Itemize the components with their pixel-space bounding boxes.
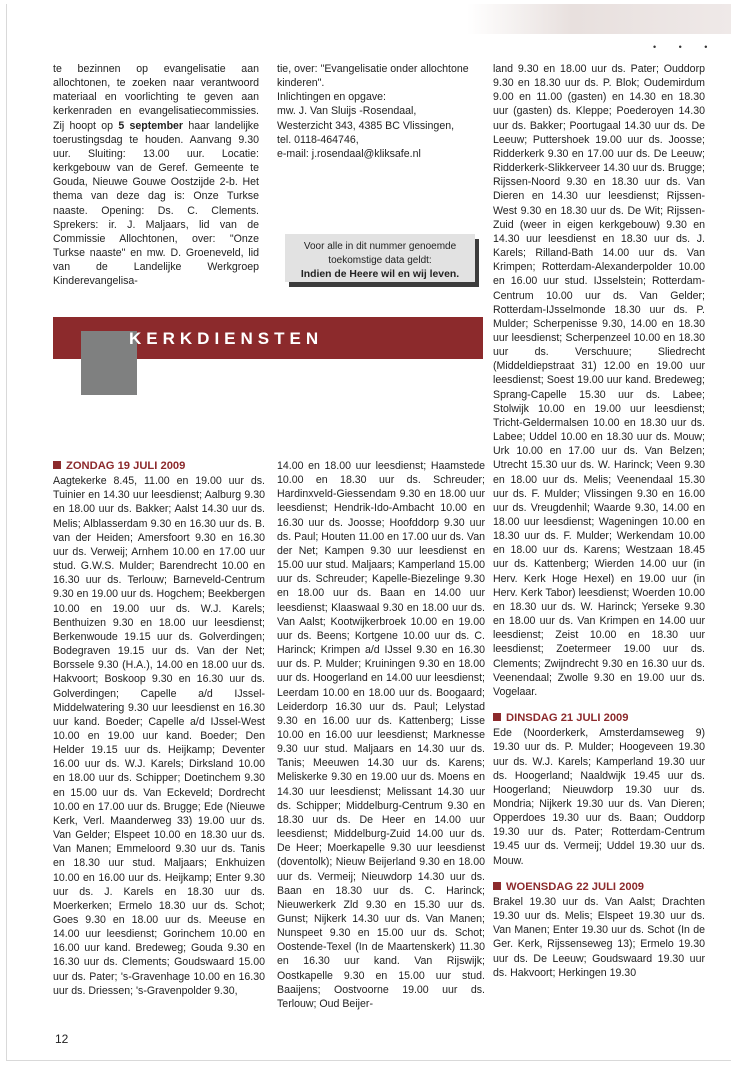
top-decoration: [467, 4, 731, 34]
section-banner: [53, 317, 483, 359]
services-text: Aagtekerke 8.45, 11.00 en 19.00 uur ds. Tuinier en 14.30 uur leesdienst; Aalburg 9.30 en 18.00 uur ds. Bakker; Aalst 14.30 uur ds. Melis; Alblasserdam 9.30 en 16.30 uur ds. B. van der Heiden; Amersfoort 9.30 en 16.30 uur ds. Verweij; Arnhem 10.00 en 17.00 uur stud. G.W.S. Mulder; Barendrecht 10.00 en 16.30 uur ds. Terlouw; Barneveld-Centrum 9.30 en 19.00 uur ds. Hogchem; Beekbergen 10.00 en 19.00 uur ds. W.J. Karels; Benthuizen 9.30 en 18.00 uur leesdienst; Berkenwoude 19.15 uur ds. Golverdingen; Bodegraven 19.15 uur ds. Van der Net; Borssele 9.30 (H.A.), 14.00 en 18.00 uur ds. Hakvoort; Boskoop 9.30 en 16.30 uur ds. Golverdingen; Capelle a/d IJssel-Middelwatering 9.30 uur leesdienst en 16.30 uur kand. Boeder; Capelle a/d IJssel-West 10.00 en 19.00 uur kand. Boeder; Den Helder 19.15 uur ds. Heijkamp; Deventer 16.00 uur ds. W.J. Karels; Dirksland 10.00 en 18.00 uur ds. Schipper; Doetinchem 9.30 en 15.00 uur ds. Van Eckeveld; Dordrecht 10.00 en 17.00 uur ds. Brugge; Ede (Nieuwe Kerk, Verl. Maanderweg 33) 19.00 uur ds. Van Gelder; Elspeet 10.00 en 18.30 uur ds. Van Manen; Emmeloord 9.30 uur ds. Tanis en 18.30 uur stud. Maljaars; Enkhuizen 10.00 en 16.00 uur ds. Heijkamp; Enter 9.30 uur ds. J. Karels en 18.30 uur ds. Moerkerken; Ermelo 18.30 uur ds. Schot; Goes 9.30 en 18.00 uur ds. Meeuse en 14.00 uur leesdienst; Gorinchem 10.00 en 16.00 uur kand. Bredeweg; Gouda 9.30 en 16.30 uur ds. Clements; Goudswaard 15.00 uur ds. Pater; 's-Gravenhage 10.00 en 16.30 uur ds. Driessen; 's-Gravenpolder 9.30,: [53, 475, 265, 997]
intro-line: Westerzicht 343, 4385 BC Vlissingen,: [277, 119, 455, 132]
services-column-3: [493, 62, 705, 980]
intro-line: tel. 0118-464746,: [277, 133, 359, 146]
intro-line: mw. J. Van Sluijs -Rosendaal,: [277, 105, 417, 118]
services-text: Ede (Noorderkerk, Amsterdamseweg 9) 19.30 uur ds. P. Mulder; Hoogeveen 19.30 uur ds. W.J. Karels; Kamperland 19.30 uur ds. Hoogerland; Naaldwijk 19.45 uur ds. Hoogerland; Nieuwdorp 19.30 uur ds. Mondria; Nijkerk 19.30 uur ds. Van Dieren; Opperdoes 19.30 uur ds. Baan; Ouddorp 19.30 uur ds. Pater; Rotterdam-Centrum 19.45 uur ds. Vermeij; Uddel 19.30 uur ds. Mouw.: [493, 727, 705, 867]
intro-column-1: [53, 62, 259, 289]
day-heading: [493, 711, 705, 725]
day-heading-text: ZONDAG 19 JULI 2009: [66, 460, 186, 472]
square-bullet-icon: [493, 882, 501, 890]
square-bullet-icon: [493, 713, 501, 721]
intro-paragraph: [53, 62, 259, 289]
intro-text-after: haar landelijke toerustingsdag te houden. Aanvang 9.30 uur. Sluiting: 13.00 uur. Locatie: kerkgebouw van de Geref. Gemeente te Gouda, Nieuwe Gouwe Oostzijde 2-b. Het thema van deze dag is: Onze Turkse naaste. Opening: Ds. C. Clements. Sprekers: ir. J. Maljaars, lid van de Commissie Allochtonen, over: "Onze Turkse naaste" en mw. D. Groeneveld, lid van de Landelijke Werkgroep Kinderevangelisa-: [53, 119, 259, 288]
notice-line-2: Indien de Heere wil en wij leven.: [300, 269, 460, 280]
services-text: Brakel 19.30 uur ds. Van Aalst; Drachten 19.30 uur ds. Melis; Elspeet 19.30 uur ds. Van Manen; Enter 19.30 uur ds. Schot (In de Ger. Kerk, Rijssenseweg 13); Ermelo 19.30 uur ds. De Leeuw; Goudswaard 19.30 uur ds. Hakvoort; Herkingen 19.30: [493, 895, 705, 979]
services-text: land 9.30 en 18.00 uur ds. Pater; Ouddorp 9.30 en 18.30 uur ds. P. Blok; Oudemirdum 9.00 en 11.00 (gasten) en 14.30 en 18.30 uur (gasten) ds. Kleppe; Poederoyen 14.30 uur ds. Bakker; Poortugaal 14.30 uur ds. De Leeuw; Puttershoek 19.00 uur ds. Joosse; Ridderkerk 9.30 en 17.00 uur ds. De Leeuw; Ridderkerk-Slikkerveer 14.30 uur ds. Brugge; Rijssen-Noord 9.30 en 18.30 uur ds. Van Dieren en 14.30 uur leesdienst; Rijssen-West 9.30 en 18.30 uur ds. De Wit; Rijssen-Zuid (weer in eigen kerkgebouw) 9.30 en 14.30 uur leesdienst en 18.30 uur ds. J. Karels; Rilland-Bath 14.00 uur ds. Van Krimpen; Rotterdam-Alexanderpolder 10.00 en 16.00 uur stud. IJsselstein; Rotterdam-Centrum 10.00 uur ds. Van Gelder; Rotterdam-IJsselmonde 18.30 uur ds. P. Mulder; Scherpenisse 9.30, 14.00 en 18.30 uur leesdienst; Scherpenzeel 10.00 en 18.30 uur ds. Verschuure; Sliedrecht (Middeldiepstraat 31) 12.00 en 19.00 uur leesdienst; Soest 19.00 uur kand. Bredeweg; Sprang-Capelle 15.30 uur ds. Labee; Stolwijk 10.00 en 19.00 uur leesdienst; Tricht-Geldermalsen 10.00 en 18.30 uur ds. Labee; Uddel 10.00 en 18.30 uur ds. Mouw; Urk 10.00 en 17.00 uur ds. Van Belzen; Utrecht 15.30 uur ds. W. Harinck; Veen 9.30 en 18.00 uur ds. Melis; Veenendaal 15.30 uur ds. F. Mulder; Vlissingen 9.30 en 16.00 uur ds. Vreugdenhil; Waarde 9.30, 14.00 en 18.00 uur leesdienst; Wageningen 10.00 en 18.30 uur ds. F. Mulder; Werkendam 10.00 en 18.00 uur ds. Karens; Westzaan 18.45 uur ds. Kattenberg; Wierden 14.00 uur (in Herv. Kerk Hoge Hexel) en 19.00 uur (in Herv. Kerk Tabor) leesdienst; Woerden 10.00 en 18.30 uur ds. W. Harinck; Yerseke 9.30 en 18.00 uur ds. Van Krimpen en 14.00 uur leesdienst; Zeist 10.00 en 18.30 uur leesdienst; Zoetermeer 19.00 uur ds. Clements; Zwijndrecht 9.30 en 16.30 uur ds. Veenendaal; Zwolle 9.30 en 19.00 uur ds. Vogelaar.: [493, 63, 705, 698]
services-text: 14.00 en 18.00 uur leesdienst; Haamstede 10.00 en 18.30 uur ds. Schreuder; Hardinxveld-Giessendam 9.30 en 18.00 uur leesdienst; Hendrik-Ido-Ambacht 10.00 en 16.30 uur ds. Joosse; Hoofddorp 9.30 uur ds. Paul; Houten 11.00 en 17.00 uur ds. Van der Net; Kampen 9.30 uur leesdienst en 15.00 uur stud. Maljaars; Kamperland 15.00 uur ds. Schreuder; Kapelle-Biezelinge 9.30 en 18.00 uur ds. Baan en 14.00 uur leesdienst; Klaaswaal 9.30 en 18.00 uur ds. Van Aalst; Kootwijkerbroek 10.00 en 19.00 uur ds. Beens; Kortgene 10.00 uur ds. C. Harinck; Krimpen a/d IJssel 9.30 en 16.30 uur ds. P. Mulder; Kruiningen 9.30 en 18.00 uur ds. Hoogerland en 14.00 uur leesdienst; Leerdam 10.00 en 18.00 uur ds. Boogaard; Leiderdorp 16.30 uur ds. Paul; Lelystad 9.30 en 16.00 uur ds. Kattenberg; Lisse 10.00 en 16.00 uur leesdienst; Marknesse 9.30 uur stud. Maljaars en 14.30 uur ds. Tanis; Meeuwen 14.30 uur ds. Karens; Meliskerke 9.30 en 19.00 uur ds. Moens en 14.30 uur leesdienst; Melissant 14.30 uur ds. Schipper; Middelburg-Centrum 9.30 en 18.30 uur ds. De Heer en 14.00 uur leesdienst; Middelburg-Zuid 14.00 uur ds. De Heer; Moerkapelle 9.30 uur leesdienst (doventolk); Nieuw Beijerland 9.30 en 18.00 uur ds. Vermeij; Nieuwdorp 14.30 uur ds. Baan en 18.30 uur ds. C. Harinck; Nieuwerkerk Zld 9.30 en 15.30 uur ds. Gunst; Nijkerk 14.30 uur ds. Van Manen; Nunspeet 9.30 en 15.00 uur ds. Schot; Oostende-Texel (In de Maartenskerk) 11.30 en 16.30 uur kand. Van Rijswijk; Oostkapelle 9.30 en 15.00 uur stud. Baaijens; Oostvoorne 19.00 uur ds. Terlouw; Oud Beijer-: [277, 460, 485, 1010]
intro-column-2: [277, 62, 485, 161]
day-heading-text: DINSDAG 21 JULI 2009: [506, 712, 629, 725]
services-column-2: [277, 459, 485, 1011]
page: [6, 4, 731, 1061]
intro-line: e-mail: j.rosendaal@kliksafe.nl: [277, 147, 421, 160]
notice-line-1: Voor alle in dit nummer genoemde toekomstige data geldt:: [303, 241, 457, 266]
decorative-dots: • • •: [653, 42, 718, 52]
notice-box: [285, 234, 475, 282]
intro-line: tie, over: "Evangelisatie onder allochtone kinderen".: [277, 63, 469, 90]
day-heading-text: WOENSDAG 22 JULI 2009: [506, 880, 645, 893]
day-heading: [53, 459, 265, 473]
square-bullet-icon: [53, 461, 61, 469]
intro-line: Inlichtingen en opgave:: [277, 91, 386, 104]
intro-date-bold: 5 september: [118, 119, 184, 132]
section-title: KERKDIENSTEN: [129, 329, 324, 348]
page-number: 12: [55, 1032, 69, 1046]
day-heading: [493, 880, 705, 894]
services-column-1: [53, 459, 265, 998]
intro-text-before: te bezinnen op evangelisatie aan allochtonen, te zoeken naar verantwoord materiaal en voorlichting te geven aan kerkenraden en evangelisatiecommissies. Zij hoopt op: [53, 63, 259, 132]
